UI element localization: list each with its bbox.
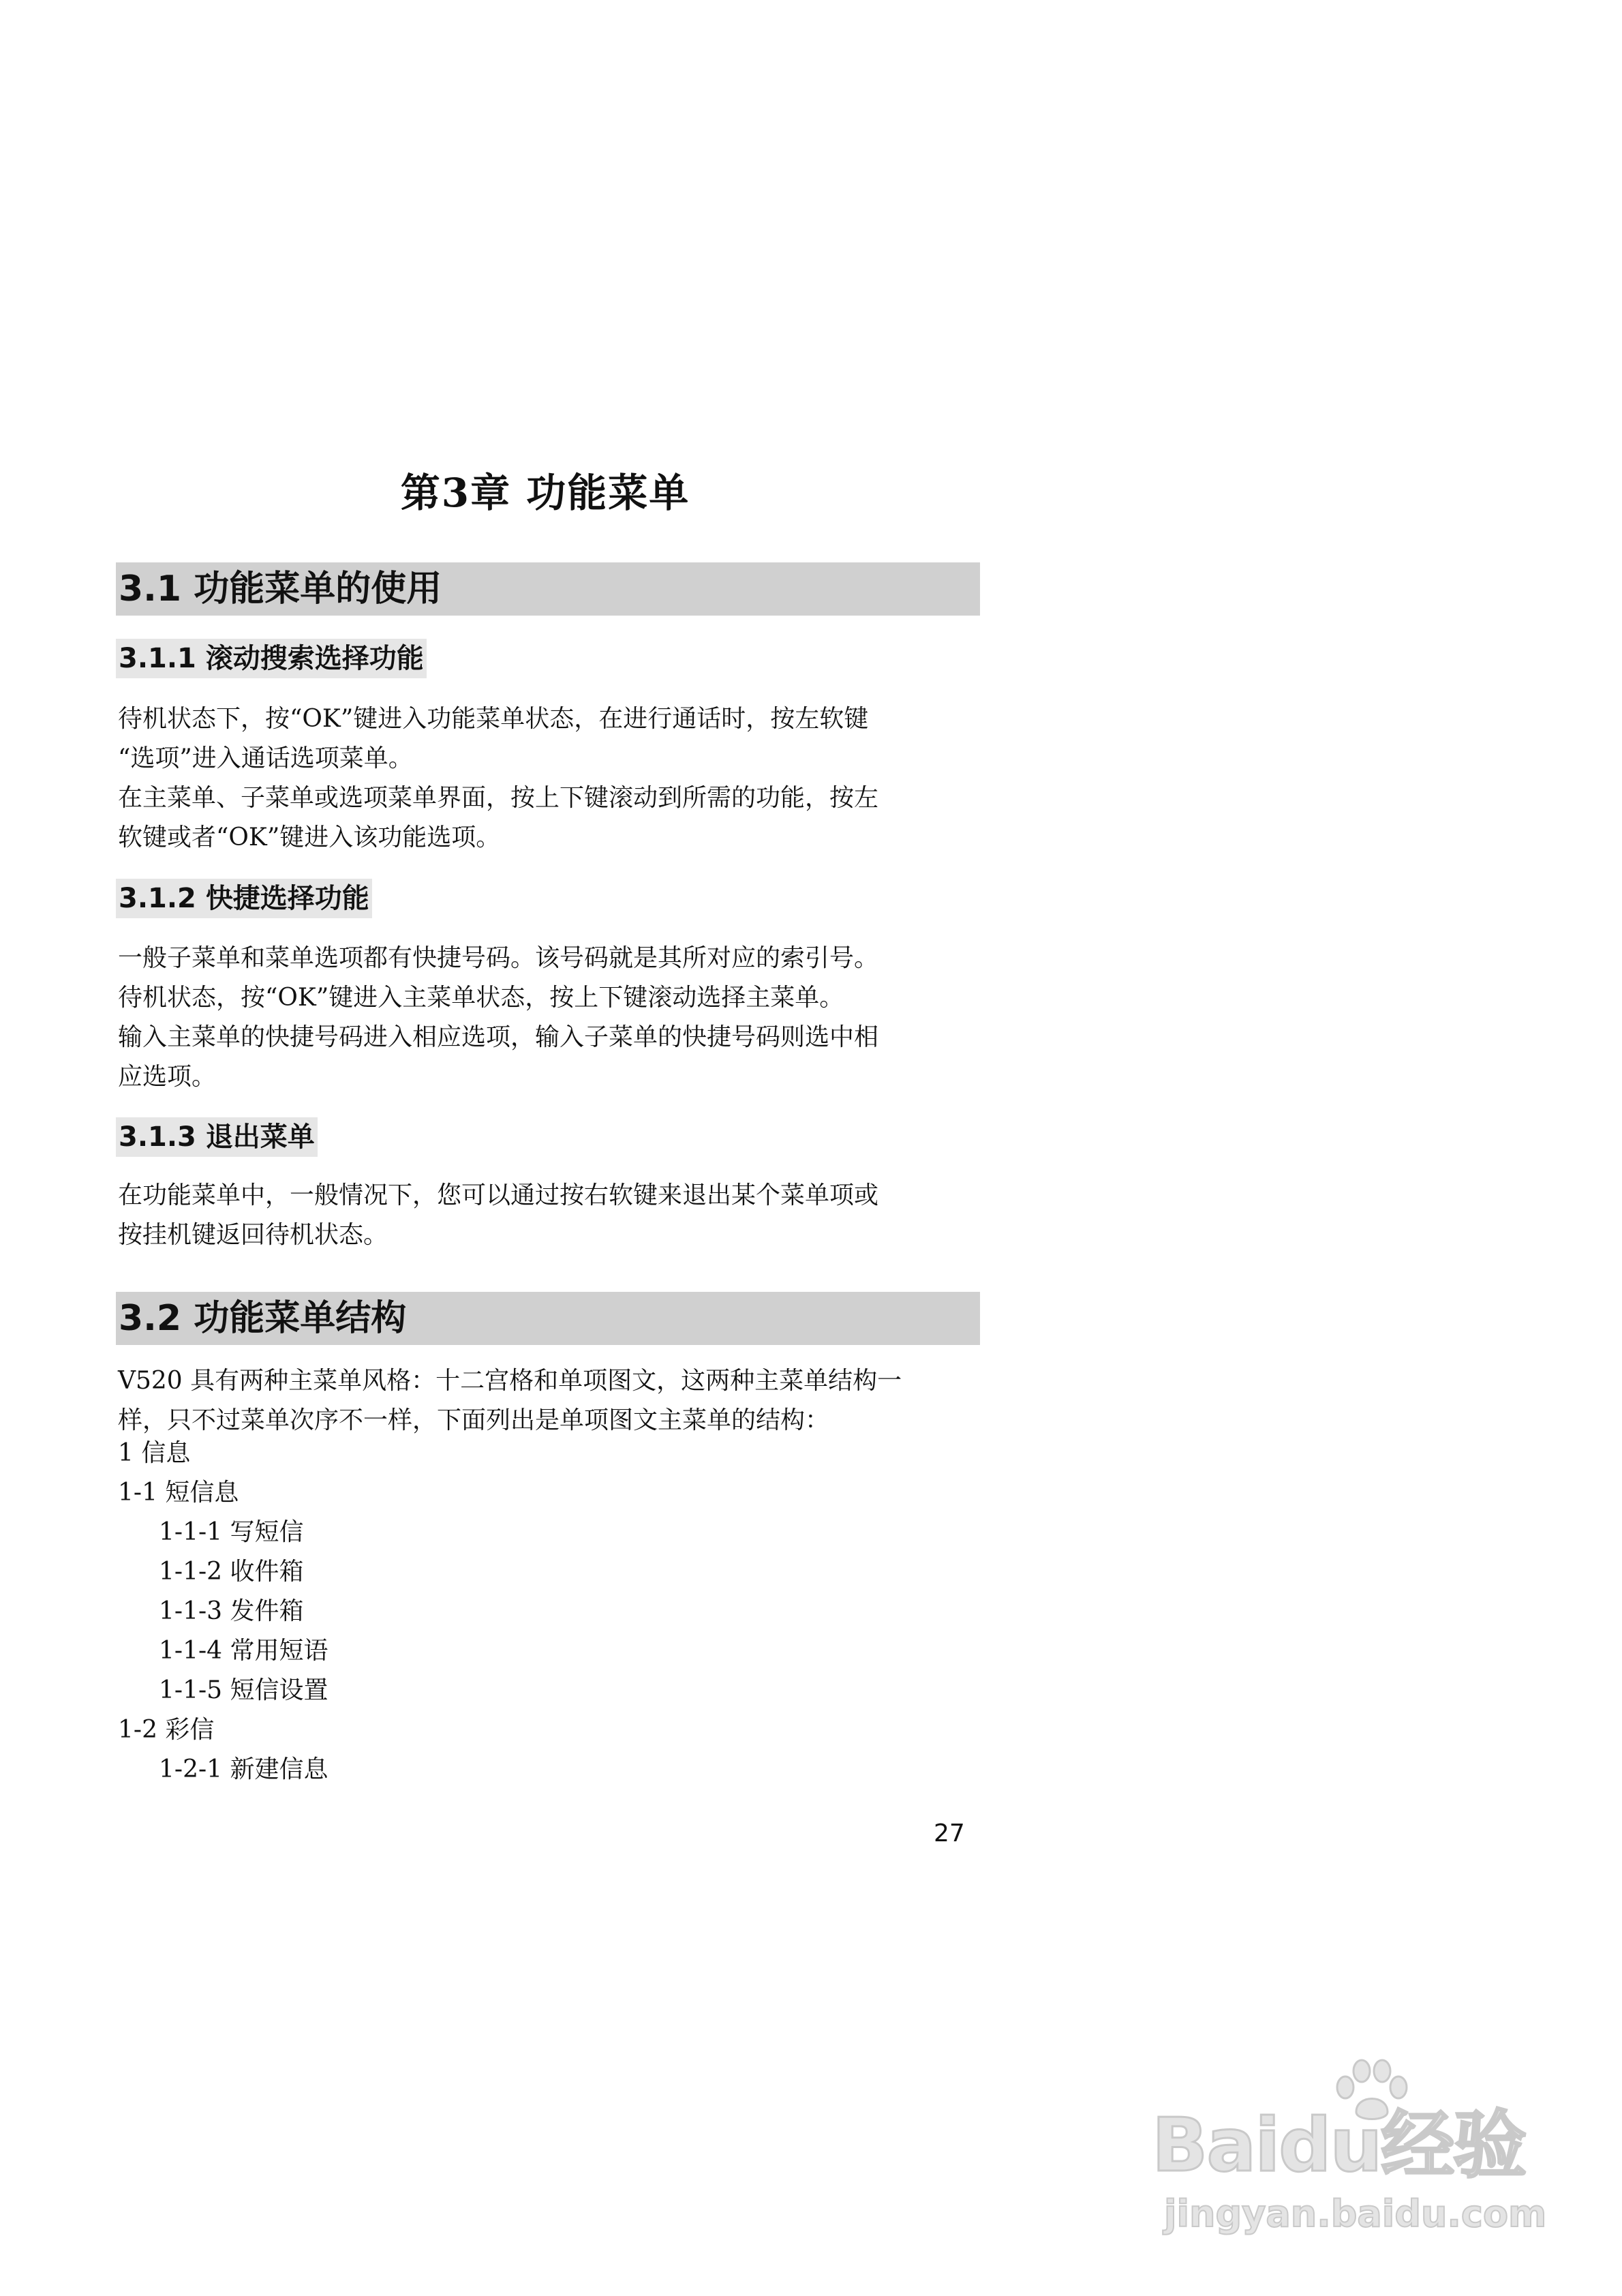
menu-tree-item: 1-1-3 发件箱 bbox=[159, 1597, 304, 1625]
watermark-logo-text: Baidu经验 bbox=[1152, 2103, 1526, 2188]
subsection-heading-3-1-1 bbox=[116, 639, 427, 678]
subsection-heading-3-1-3 bbox=[116, 1117, 318, 1157]
paragraph-line: 样，只不过菜单次序不一样，下面列出是单项图文主菜单的结构： bbox=[118, 1406, 830, 1434]
paragraph-line: 待机状态，按“OK”键进入主菜单状态，按上下键滚动选择主菜单。 bbox=[118, 984, 844, 1012]
menu-tree-item: 1-1-1 写短信 bbox=[159, 1518, 304, 1546]
paragraph-line: 待机状态下，按“OK”键进入功能菜单状态，在进行通话时，按左软键 bbox=[118, 705, 869, 733]
paragraph-line: 在功能菜单中，一般情况下，您可以通过按右软键来退出某个菜单项或 bbox=[118, 1181, 879, 1209]
section-heading-3-2 bbox=[116, 1292, 980, 1345]
section-heading-text: 3.1 功能菜单的使用 bbox=[119, 569, 442, 609]
paragraph-3-2-intro bbox=[118, 1361, 983, 1440]
subsection-heading-3-1-2 bbox=[116, 879, 372, 918]
paragraph-line: 输入主菜单的快捷号码进入相应选项，输入子菜单的快捷号码则选中相 bbox=[118, 1023, 879, 1051]
menu-tree-item: 1-1-4 常用短语 bbox=[159, 1637, 328, 1665]
paragraph-3-1-2 bbox=[118, 939, 983, 1097]
paragraph-line: 在主菜单、子菜单或选项菜单界面，按上下键滚动到所需的功能，按左 bbox=[118, 784, 879, 812]
subsection-heading-text: 3.1.2 快捷选择功能 bbox=[119, 883, 369, 914]
subsection-heading-text: 3.1.3 退出菜单 bbox=[119, 1121, 315, 1153]
paragraph-line: V520 具有两种主菜单风格：十二宫格和单项图文，这两种主菜单结构一 bbox=[118, 1367, 902, 1395]
paragraph-line: 软键或者“OK”键进入该功能选项。 bbox=[118, 824, 501, 851]
paragraph-line: 按挂机键返回待机状态。 bbox=[118, 1221, 388, 1249]
section-heading-text: 3.2 功能菜单结构 bbox=[119, 1298, 407, 1339]
menu-tree-item: 1-1 短信息 bbox=[118, 1479, 239, 1507]
menu-tree-item: 1-2 彩信 bbox=[118, 1716, 215, 1744]
subsection-heading-text: 3.1.1 滚动搜索选择功能 bbox=[119, 643, 424, 674]
paragraph-3-1-3 bbox=[118, 1176, 983, 1255]
paragraph-line: 应选项。 bbox=[118, 1063, 217, 1091]
page-number: 27 bbox=[934, 1819, 965, 1847]
menu-tree-item: 1 信息 bbox=[118, 1439, 191, 1467]
paragraph-line: “选项”进入通话选项菜单。 bbox=[118, 744, 413, 772]
menu-tree-item: 1-1-5 短信设置 bbox=[159, 1676, 328, 1704]
menu-tree-item: 1-1-2 收件箱 bbox=[159, 1558, 304, 1586]
section-heading-3-1 bbox=[116, 562, 980, 616]
paragraph-line: 一般子菜单和菜单选项都有快捷号码。该号码就是其所对应的索引号。 bbox=[118, 944, 879, 972]
chapter-title: 第3章 功能菜单 bbox=[400, 470, 690, 516]
menu-tree-item: 1-2-1 新建信息 bbox=[159, 1755, 328, 1783]
paragraph-3-1-1 bbox=[118, 699, 983, 858]
watermark-url: jingyan.baidu.com bbox=[1164, 2192, 1547, 2235]
baidu-jingyan-watermark bbox=[1152, 2059, 1574, 2263]
